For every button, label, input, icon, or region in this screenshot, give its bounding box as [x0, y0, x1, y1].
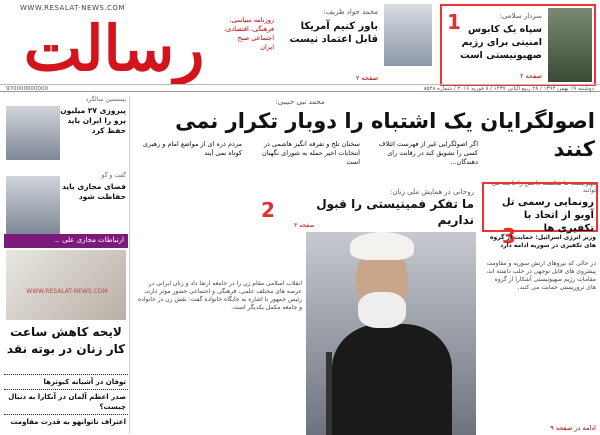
zarif-photo — [384, 4, 432, 66]
section-link-box[interactable]: ارتباطات مجازی علی ... — [4, 234, 128, 248]
rouhani-quote-kicker: روحانی در همایش ملی زنان: — [389, 188, 474, 196]
publisher-line: روزنامه سیاسی، فرهنگی، اقتصادی، اجتماعی صبح ایران — [224, 16, 274, 51]
side-story-1-photo — [6, 106, 60, 160]
israel-story-continue[interactable]: ادامه در صفحه ۹ — [550, 424, 596, 432]
teaser-right-page-ref: صفحه ۲ — [519, 72, 542, 80]
center-column — [134, 140, 478, 435]
logo-text: رسالت — [23, 12, 205, 84]
right-column — [482, 140, 598, 435]
side-story-1[interactable] — [4, 96, 128, 168]
teaser-zarif[interactable] — [282, 2, 432, 86]
list-item[interactable]: اعتراف ناتوانهو به قدرت مقاومت — [4, 414, 128, 429]
bottom-headlines-list — [4, 374, 128, 429]
israel-story-headline[interactable]: رونمایی رسمی تل آویو از اتحاد با تکفیری ها — [501, 197, 594, 234]
main-subhead: اگر اصولگرایی غیر از فهرست ائتلاف کسی را تشویق کند در رقابت رای دهندگان... — [378, 140, 478, 166]
list-item[interactable]: توفان در آشیانه کبوترها — [4, 374, 128, 389]
main-subhead: مردم ذره ای از مواضع امام و رهبری کوتاه نمی آیند — [143, 140, 242, 157]
women-work-hours-headline[interactable]: لایحه کاهش ساعت کار زنان در بوته نقد — [6, 325, 126, 356]
main-subhead: سخنان تلخ و تفرقه انگیز هاشمی در انتخابات اخیر حمله به شورای نگهبان است — [261, 140, 360, 166]
dateline-text: دوشنبه ۱۹ بهمن ۱۳۹۴ / ۲۸ ربیع الثانی ۱۴۳۷ / ۸ فوریه ۲۰۱۶ / شماره ۸۵۴۸ — [423, 86, 594, 92]
teaser-right-headline[interactable]: سپاه یک کابوس امنیتی برای رژیم صهیونیستی است — [460, 24, 542, 61]
salami-photo — [548, 8, 592, 82]
israel-story-summary: وزیر انرژی اسرائیل: حمایت از گروه های تکفیری در سوریه ادامه دارد — [489, 234, 596, 249]
main-kicker: محمد نبی حبیبی: — [275, 98, 325, 106]
rouhani-photo — [306, 232, 476, 435]
center-body-text: انقلاب اسلامی مقام زن را در جامعه ارتقا داد و زنان ایرانی در عرصه های مختلف علمی، فرهنگی و اجتماعی حضور موثر دارند. رئیس جمهور با اشاره به جایگاه خانواده گفت: نقش زن در خانواده و جامعه مکمل یکدیگر است. — [138, 280, 302, 311]
side-story-2-photo — [6, 176, 60, 234]
israel-story-body: در حالی که نیروهای ارتش سوریه و مقاومت پیشروی های قابل توجهی در حلب داشته اند، مقامات رژیم صهیونیستی آشکارا از گروه های تروریستی حمایت می کنند. — [486, 260, 596, 291]
rouhani-quote-headline[interactable]: ما تفکر فمینیستی را قبول نداریم — [316, 197, 474, 227]
annotation-number-1: 1 — [447, 10, 461, 34]
teaser-mid-page-ref: صفحه ۲ — [355, 74, 378, 82]
side-story-2-headline[interactable]: فضای مجازی باید حفاظت شود — [61, 182, 126, 201]
rouhani-page-ref: صفحه ۳ — [294, 222, 315, 229]
teaser-mid-headline[interactable]: باور کنیم آمریکا قابل اعتماد نیست — [289, 21, 378, 45]
side-story-1-kicker: بیستمین سالگرد — [85, 96, 126, 103]
left-column — [4, 96, 130, 433]
side-story-1-headline[interactable]: پیروزی ۲۷ میلیون پرو را ایران باید حفظ کرد — [60, 106, 126, 135]
annotation-number-2: 2 — [261, 198, 275, 222]
photo-watermark: WWW.RESALAT-NEWS.COM — [26, 288, 108, 295]
dateline — [0, 84, 600, 94]
israel-story-kicker: صهیونیست ها شکست داعش را فاجعه می خوانند — [491, 180, 598, 194]
barcode-number: 970000000000 — [6, 86, 48, 92]
list-item[interactable]: صدر اعظم آلمان در آنکارا به دنبال چیست؟ — [4, 389, 128, 414]
site-url[interactable]: WWW.RESALAT-NEWS.COM — [20, 4, 125, 12]
teaser-right-kicker: سردار سلامی: — [499, 12, 542, 20]
annotation-number-3: 3 — [502, 224, 516, 248]
women-at-work-photo — [6, 250, 126, 320]
masthead — [0, 0, 600, 92]
side-story-2-kicker: گفت و گو — [101, 172, 126, 179]
main-subheads — [134, 140, 478, 186]
teaser-salami[interactable] — [440, 4, 596, 86]
teaser-mid-kicker: محمد جواد ظریف: — [323, 8, 378, 16]
newspaper-logo — [8, 10, 220, 84]
main-headline[interactable]: اصولگرایان یک اشتباه را دوبار تکرار نمی کنند — [175, 109, 595, 161]
